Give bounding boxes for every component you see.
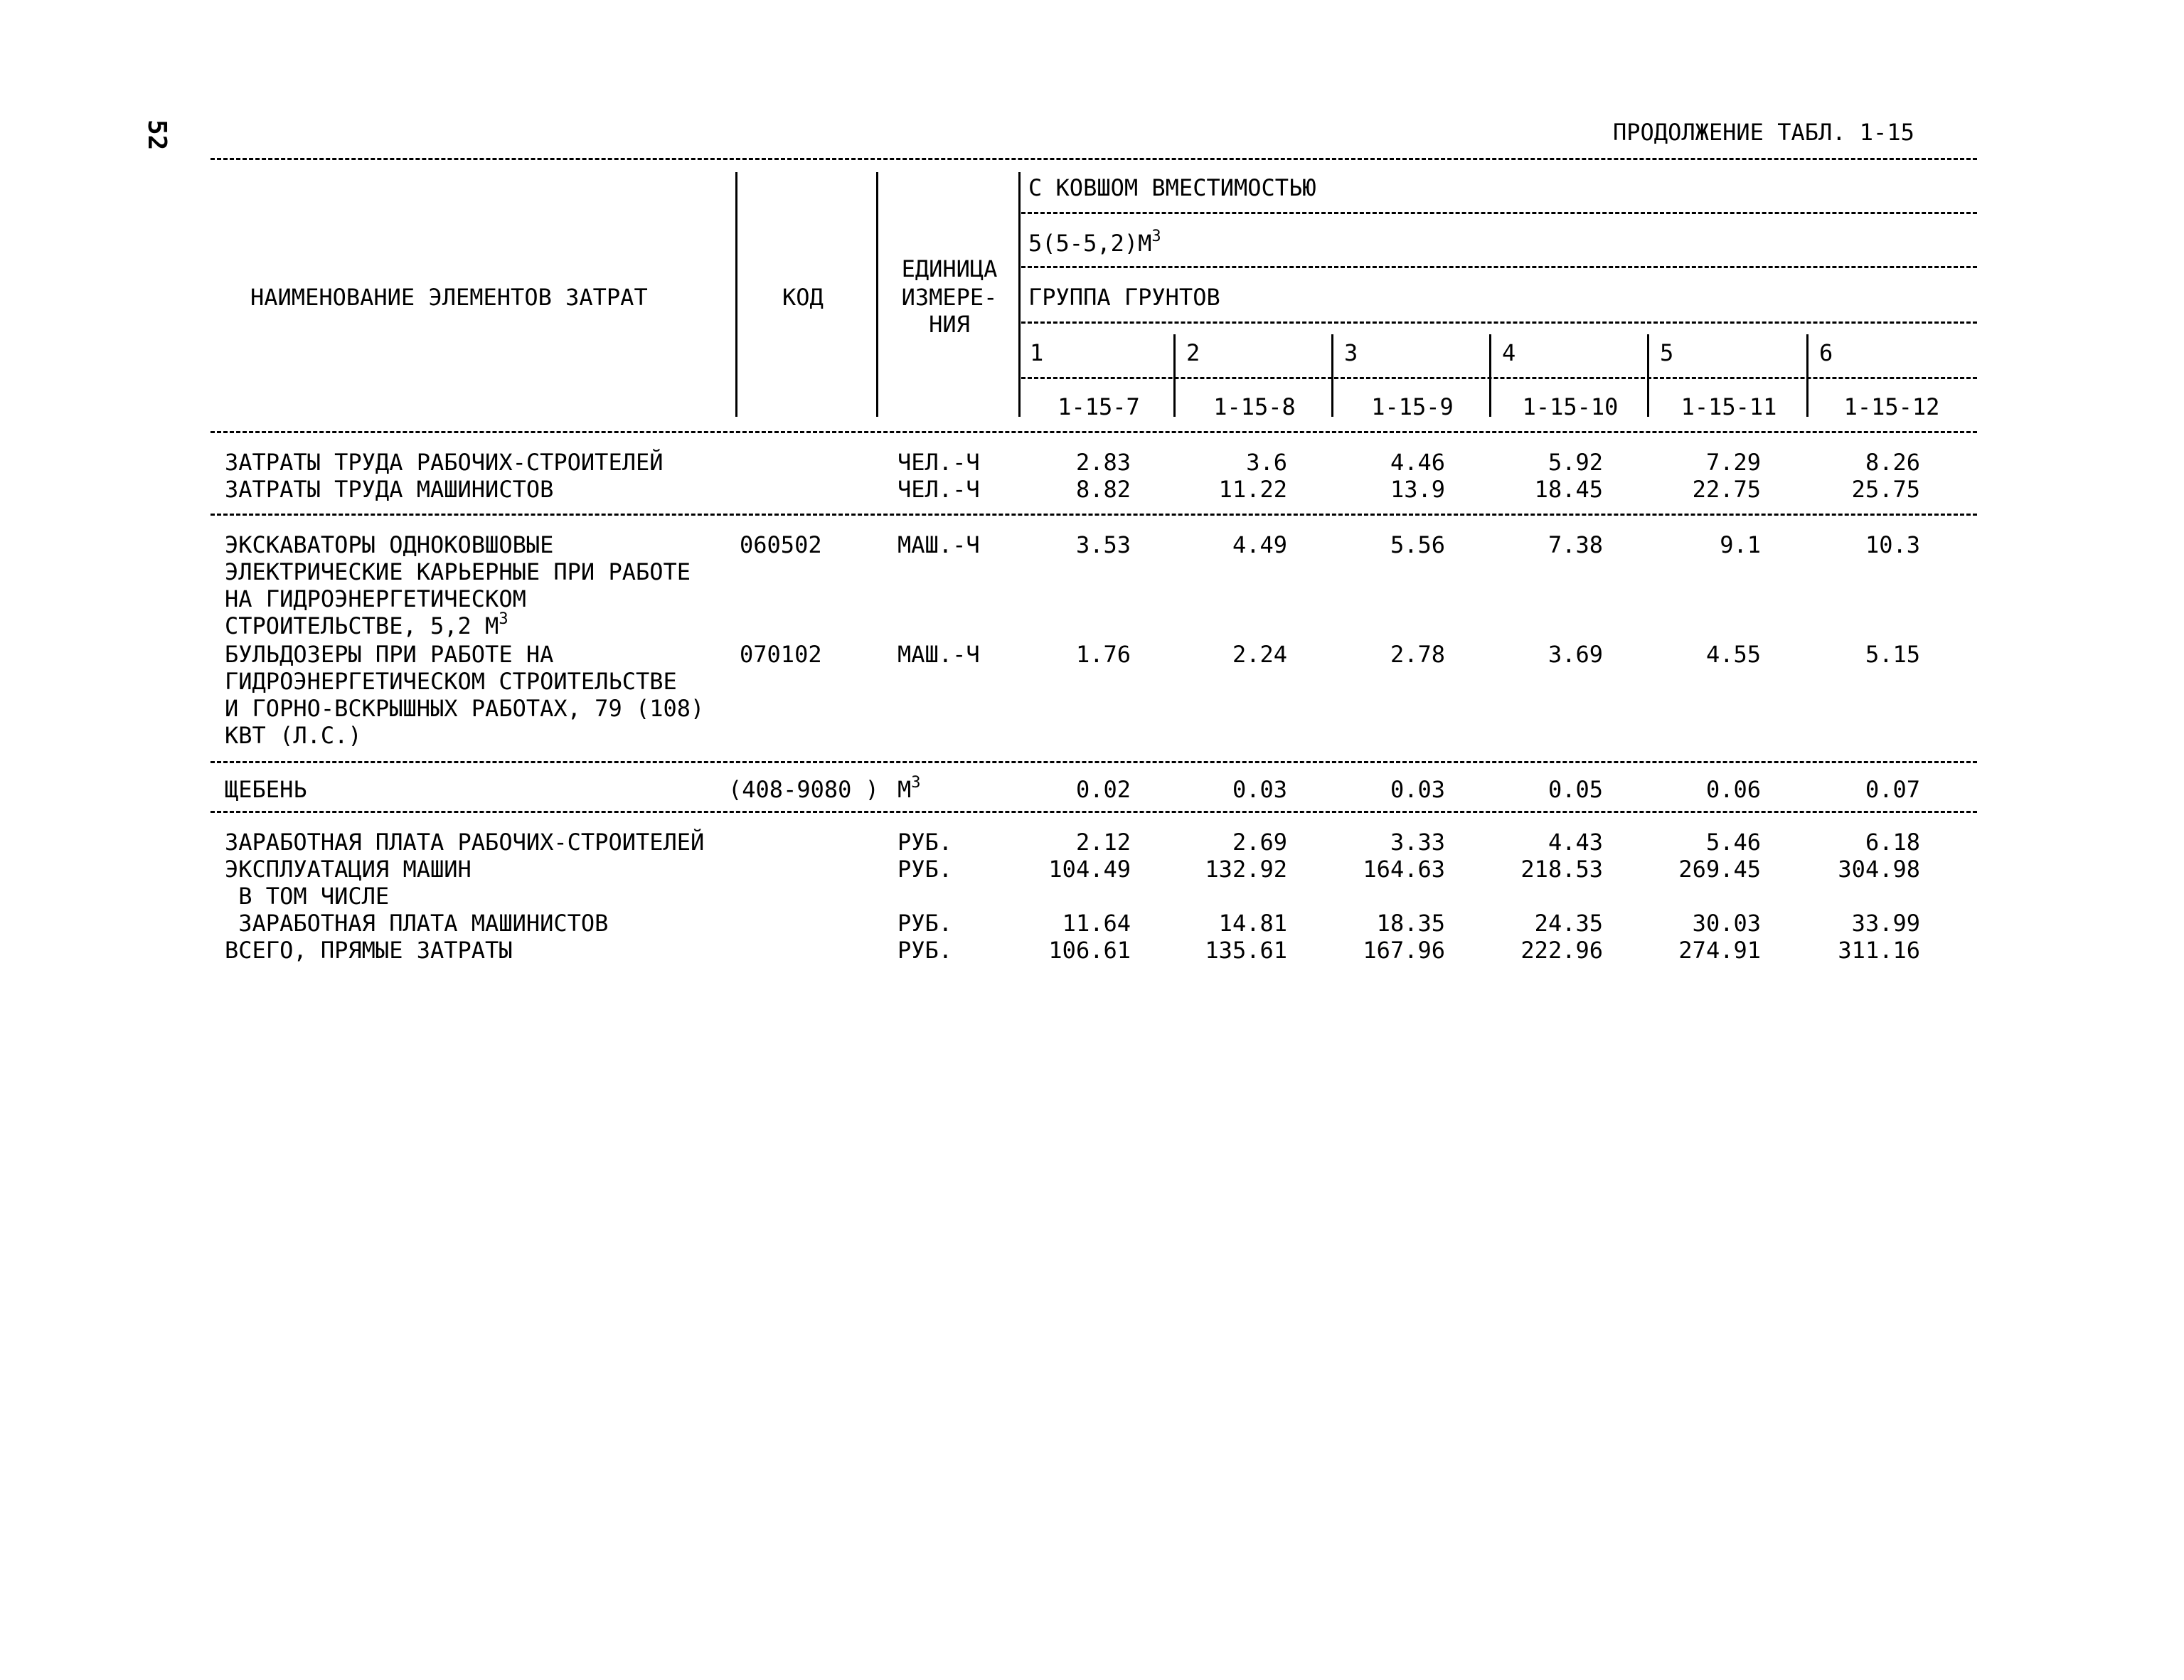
row-value: 5.56 bbox=[1390, 531, 1445, 558]
row-unit: МАШ.-Ч bbox=[897, 641, 980, 668]
header-unit-col-l1: ЕДИНИЦА bbox=[901, 255, 998, 282]
group-number: 4 bbox=[1502, 339, 1516, 366]
row-value: 2.69 bbox=[1232, 829, 1287, 856]
row-value: 0.03 bbox=[1390, 776, 1445, 803]
row-unit: ЧЕЛ.-Ч bbox=[897, 476, 980, 503]
row-value: 132.92 bbox=[1205, 856, 1287, 883]
row-name: ЭКСКАВАТОРЫ ОДНОКОВШОВЫЕ bbox=[225, 531, 554, 558]
row-value: 0.02 bbox=[1075, 776, 1131, 803]
row-value: 5.15 bbox=[1865, 641, 1920, 668]
row-unit: $М^3$ bbox=[897, 774, 921, 803]
rule-header-3 bbox=[1021, 321, 1977, 324]
vline-group-5 bbox=[1647, 334, 1649, 417]
row-value: 2.78 bbox=[1390, 641, 1445, 668]
row-value: 164.63 bbox=[1363, 856, 1445, 883]
rule-after-labor bbox=[211, 514, 1977, 516]
row-name: ЗАРАБОТНАЯ ПЛАТА РАБОЧИХ-СТРОИТЕЛЕЙ bbox=[225, 829, 705, 856]
rate-code: 1-15-9 bbox=[1371, 393, 1454, 420]
rule-after-machines bbox=[211, 761, 1977, 763]
row-value: 4.55 bbox=[1705, 641, 1761, 668]
row-value: 274.91 bbox=[1678, 937, 1761, 964]
rate-code: 1-15-11 bbox=[1680, 393, 1777, 420]
row-name: ЩЕБЕНЬ bbox=[225, 776, 307, 803]
group-number: 1 bbox=[1030, 339, 1044, 366]
rule-header-1 bbox=[1021, 212, 1977, 214]
row-value: 11.64 bbox=[1062, 910, 1131, 937]
row-value: 222.96 bbox=[1520, 937, 1603, 964]
row-value: 25.75 bbox=[1851, 476, 1920, 503]
row-value: 167.96 bbox=[1363, 937, 1445, 964]
group-number: 5 bbox=[1660, 339, 1674, 366]
rate-code: 1-15-8 bbox=[1213, 393, 1296, 420]
row-value: 18.35 bbox=[1376, 910, 1445, 937]
rate-code: 1-15-10 bbox=[1522, 393, 1619, 420]
row-name: НА ГИДРОЭНЕРГЕТИЧЕСКОМ bbox=[225, 585, 526, 612]
row-name: ЗАРАБОТНАЯ ПЛАТА МАШИНИСТОВ bbox=[225, 910, 609, 937]
row-name: И ГОРНО-ВСКРЫШНЫХ РАБОТАХ, 79 (108) bbox=[225, 695, 705, 722]
row-unit: РУБ. bbox=[897, 829, 953, 856]
header-bucket-value: $5(5-5,2)М^3$ bbox=[1028, 228, 1161, 257]
row-value: 106.61 bbox=[1048, 937, 1131, 964]
vline-unit-right bbox=[1018, 172, 1021, 417]
header-unit-col-l3: НИЯ bbox=[929, 311, 970, 338]
vline-group-4 bbox=[1489, 334, 1491, 417]
row-name: В ТОМ ЧИСЛЕ bbox=[225, 883, 390, 910]
row-name: ГИДРОЭНЕРГЕТИЧЕСКОМ СТРОИТЕЛЬСТВЕ bbox=[225, 668, 677, 695]
row-name: КВТ (Л.С.) bbox=[225, 722, 362, 749]
row-value: 218.53 bbox=[1520, 856, 1603, 883]
vline-group-6 bbox=[1806, 334, 1809, 417]
rate-code: 1-15-7 bbox=[1058, 393, 1140, 420]
row-value: 8.26 bbox=[1865, 449, 1920, 476]
row-value: 2.12 bbox=[1075, 829, 1131, 856]
header-unit-col-l2: ИЗМЕРЕ- bbox=[901, 284, 998, 311]
row-value: 30.03 bbox=[1692, 910, 1761, 937]
row-value: 0.03 bbox=[1232, 776, 1287, 803]
row-value: 7.29 bbox=[1705, 449, 1761, 476]
row-value: 4.43 bbox=[1548, 829, 1603, 856]
row-value: 304.98 bbox=[1838, 856, 1920, 883]
header-code-col: КОД bbox=[782, 284, 824, 311]
row-value: 3.53 bbox=[1075, 531, 1131, 558]
row-value: 104.49 bbox=[1048, 856, 1131, 883]
row-value: 11.22 bbox=[1218, 476, 1287, 503]
row-unit: РУБ. bbox=[897, 856, 953, 883]
row-code: 070102 bbox=[740, 641, 822, 668]
page-title: ПРОДОЛЖЕНИЕ ТАБЛ. 1-15 bbox=[1613, 119, 1914, 146]
row-unit: МАШ.-Ч bbox=[897, 531, 980, 558]
group-number: 2 bbox=[1186, 339, 1200, 366]
rule-header-2 bbox=[1021, 266, 1977, 268]
row-value: 0.06 bbox=[1705, 776, 1761, 803]
group-number: 6 bbox=[1819, 339, 1833, 366]
row-value: 0.07 bbox=[1865, 776, 1920, 803]
row-name: ЭЛЕКТРИЧЕСКИЕ КАРЬЕРНЫЕ ПРИ РАБОТЕ bbox=[225, 558, 691, 585]
group-number: 3 bbox=[1344, 339, 1358, 366]
vline-code-right bbox=[876, 172, 878, 417]
row-value: 2.83 bbox=[1075, 449, 1131, 476]
row-value: 4.46 bbox=[1390, 449, 1445, 476]
row-name: БУЛЬДОЗЕРЫ ПРИ РАБОТЕ НА bbox=[225, 641, 554, 668]
row-value: 6.18 bbox=[1865, 829, 1920, 856]
rate-code: 1-15-12 bbox=[1843, 393, 1940, 420]
row-value: 9.1 bbox=[1720, 531, 1761, 558]
row-value: 135.61 bbox=[1205, 937, 1287, 964]
row-value: 24.35 bbox=[1534, 910, 1603, 937]
row-value: 2.24 bbox=[1232, 641, 1287, 668]
row-name: ВСЕГО, ПРЯМЫЕ ЗАТРАТЫ bbox=[225, 937, 513, 964]
row-value: 3.33 bbox=[1390, 829, 1445, 856]
row-name: ЗАТРАТЫ ТРУДА РАБОЧИХ-СТРОИТЕЛЕЙ bbox=[225, 449, 664, 476]
row-unit: ЧЕЛ.-Ч bbox=[897, 449, 980, 476]
row-code: 060502 bbox=[740, 531, 822, 558]
row-value: 4.49 bbox=[1232, 531, 1287, 558]
row-value: 7.38 bbox=[1548, 531, 1603, 558]
row-value: 14.81 bbox=[1218, 910, 1287, 937]
page-number: 52 bbox=[142, 119, 171, 151]
row-name: ЗАТРАТЫ ТРУДА МАШИНИСТОВ bbox=[225, 476, 554, 503]
row-value: 33.99 bbox=[1851, 910, 1920, 937]
rule-top bbox=[211, 158, 1977, 160]
row-value: 22.75 bbox=[1692, 476, 1761, 503]
row-value: 5.92 bbox=[1548, 449, 1603, 476]
row-unit: РУБ. bbox=[897, 937, 953, 964]
vline-group-3 bbox=[1331, 334, 1333, 417]
header-name-col: НАИМЕНОВАНИЕ ЭЛЕМЕНТОВ ЗАТРАТ bbox=[250, 284, 648, 311]
row-value: 13.9 bbox=[1390, 476, 1445, 503]
header-group-title: ГРУППА ГРУНТОВ bbox=[1028, 284, 1220, 311]
row-value: 0.05 bbox=[1548, 776, 1603, 803]
vline-code-left bbox=[735, 172, 737, 417]
header-bucket-title: С КОВШОМ ВМЕСТИМОСТЬЮ bbox=[1028, 174, 1316, 201]
rule-header-bottom bbox=[211, 431, 1977, 433]
row-unit: РУБ. bbox=[897, 910, 953, 937]
row-value: 8.82 bbox=[1075, 476, 1131, 503]
row-name: СТРОИТЕЛЬСТВЕ, 5,2 $М^3$ bbox=[225, 610, 508, 639]
rule-header-4 bbox=[1021, 377, 1977, 379]
row-name: ЭКСПЛУАТАЦИЯ МАШИН bbox=[225, 856, 472, 883]
row-value: 269.45 bbox=[1678, 856, 1761, 883]
vline-group-2 bbox=[1173, 334, 1176, 417]
rule-after-materials bbox=[211, 811, 1977, 813]
row-value: 1.76 bbox=[1075, 641, 1131, 668]
row-value: 3.6 bbox=[1246, 449, 1287, 476]
row-value: 10.3 bbox=[1865, 531, 1920, 558]
row-value: 311.16 bbox=[1838, 937, 1920, 964]
row-value: 18.45 bbox=[1534, 476, 1603, 503]
row-value: 3.69 bbox=[1548, 641, 1603, 668]
row-value: 5.46 bbox=[1705, 829, 1761, 856]
row-code: (408-9080 ) bbox=[728, 776, 879, 803]
